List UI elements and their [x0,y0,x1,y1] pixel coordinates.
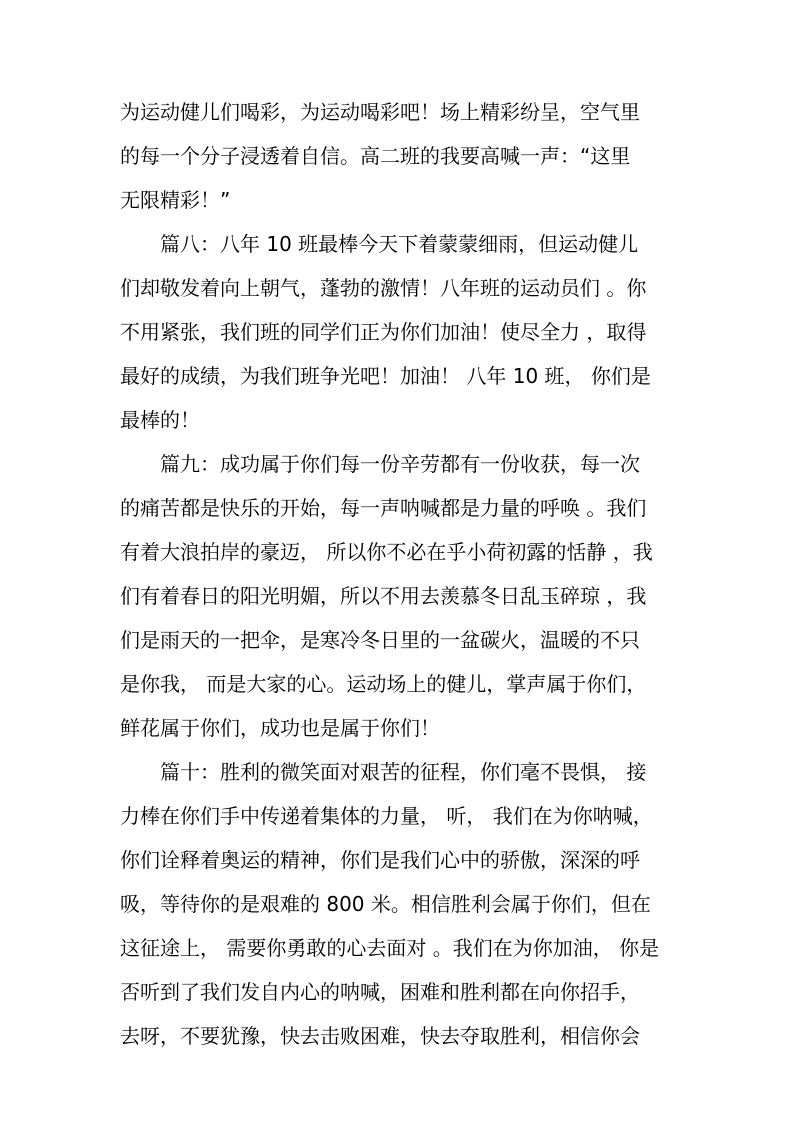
section-heading-line: 篇八：八年 10 班最棒今天下着蒙蒙细雨，但运动健儿 [160,232,639,256]
paragraph-line: 无限精彩！” [120,188,231,212]
paragraph-line: 的每一个分子浸透着自信。高二班的我要高喊一声：“这里 [120,144,631,168]
paragraph-line: 这征途上， 需要你勇敢的心去面对 。我们在为你加油， 你是 [120,936,660,960]
paragraph-line: 不用紧张，我们班的同学们正为你们加油！使尽全力 ，取得 [120,320,647,344]
paragraph-line: 吸，等待你的是艰难的 800 米。相信胜利会属于你们，但在 [120,892,651,916]
paragraph-line: 否听到了我们发自内心的呐喊，困难和胜利都在向你招手， [120,980,640,1004]
paragraph-line: 为运动健儿们喝彩，为运动喝彩吧！场上精彩纷呈，空气里 [120,100,640,124]
paragraph-line: 你们诠释着奥运的精神，你们是我们心中的骄傲，深深的呼 [120,848,640,872]
paragraph-line: 是你我， 而是大家的心。运动场上的健儿，掌声属于你们， [120,672,647,696]
paragraph-line: 力棒在你们手中传递着集体的力量， 听， 我们在为你呐喊， [120,804,653,828]
paragraph-line: 最棒的！ [120,408,200,432]
paragraph-line: 鲜花属于你们，成功也是属于你们！ [120,716,440,740]
paragraph-line: 们有着春日的阳光明媚，所以不用去羡慕冬日乱玉碎琼 ，我 [120,584,647,608]
paragraph-line: 们是雨天的一把伞，是寒冷冬日里的一盆碳火，温暖的不只 [120,628,640,652]
paragraph-line: 的痛苦都是快乐的开始，每一声呐喊都是力量的呼唤 。我们 [120,496,647,520]
paragraph-line: 最好的成绩，为我们班争光吧！加油！ 八年 10 班， 你们是 [120,364,651,388]
paragraph-line: 们却敬发着向上朝气，蓬勃的激情！八年班的运动员们 。你 [120,276,647,300]
paragraph-line: 有着大浪拍岸的豪迈， 所以你不必在乎小荷初露的恬静 ，我 [120,540,653,564]
paragraph-line: 去呀，不要犹豫，快去击败困难，快去夺取胜利，相信你会 [120,1024,640,1048]
section-heading-line: 篇十：胜利的微笑面对艰苦的征程，你们毫不畏惧， 接 [160,760,647,784]
section-heading-line: 篇九：成功属于你们每一份辛劳都有一份收获，每一次 [160,452,640,476]
